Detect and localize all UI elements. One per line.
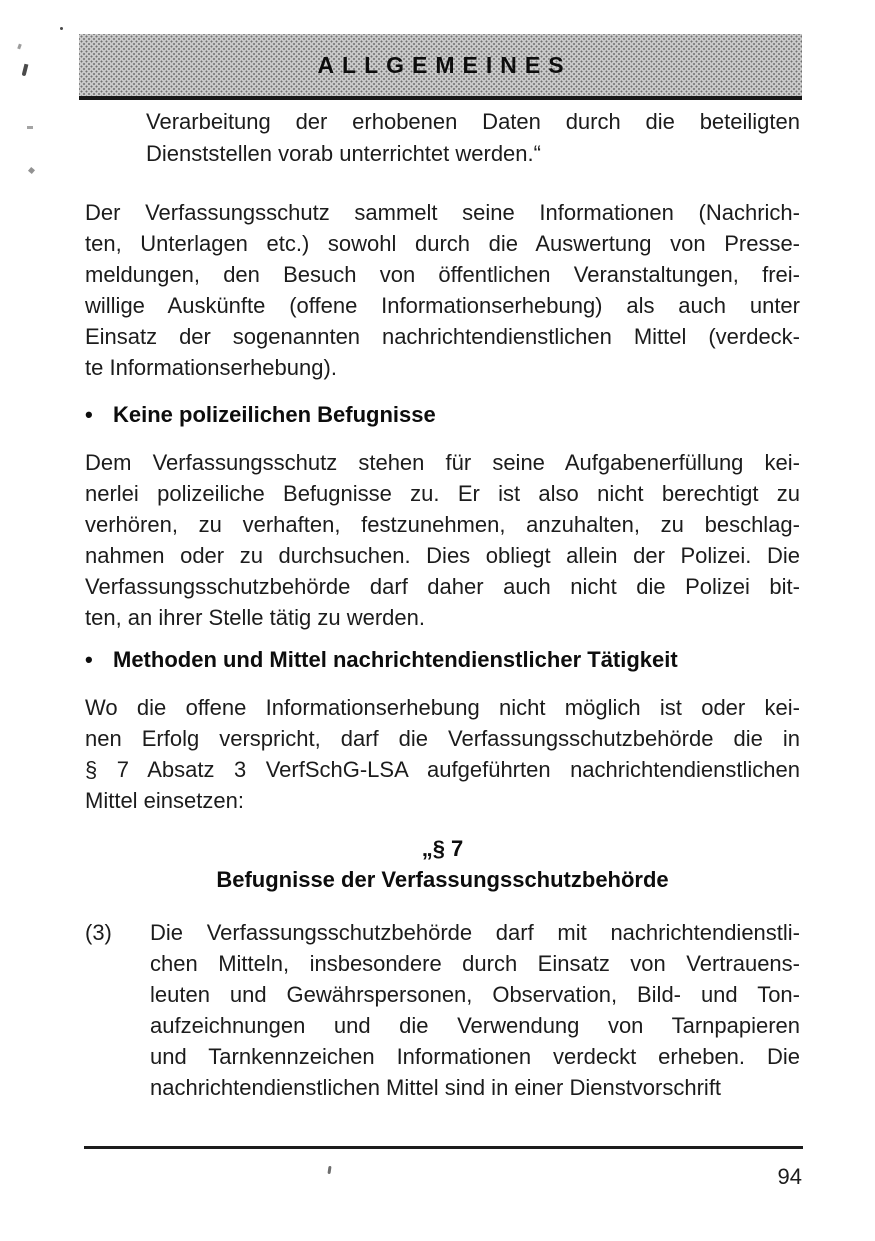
page-number: 94 — [777, 1164, 802, 1189]
text-line: § 7 Absatz 3 VerfSchG-LSA aufgeführten nachrichtendienstlichen — [85, 757, 800, 782]
scan-artifact — [17, 44, 22, 50]
text-line: Der Verfassungsschutz sammelt seine Informationen (Nachrich- — [85, 200, 800, 225]
text-line: chen Mitteln, insbesondere durch Einsatz von Vertrauens- — [150, 951, 800, 976]
text-line: ten, Unterlagen etc.) sowohl durch die Auswertung von Presse- — [85, 231, 800, 256]
text-line: Einsatz der sogenannten nachrichtendienstlichen Mittel (verdeck- — [85, 324, 800, 349]
section-header-band — [79, 34, 802, 100]
scan-artifact — [327, 1166, 331, 1174]
footer-rule — [84, 1146, 803, 1149]
text-line: und Tarnkennzeichen Informationen verdeckt erheben. Die — [150, 1044, 800, 1069]
text-line: nen Erfolg verspricht, darf die Verfassungsschutzbehörde die in — [85, 726, 800, 751]
law-section-number: „§ 7 — [421, 836, 464, 861]
text-line: Mittel einsetzen: — [85, 788, 244, 813]
text-line: nerlei polizeiliche Befugnisse zu. Er ist also nicht berechtigt zu — [85, 481, 800, 506]
text-line: ten, an ihrer Stelle tätig zu werden. — [85, 605, 425, 630]
section-title: ALLGEMEINES — [317, 51, 572, 78]
text-line: aufzeichnungen und die Verwendung von Tarnpapieren — [150, 1013, 800, 1038]
quote-paragraph — [146, 106, 800, 170]
text-line: verhören, zu verhaften, festzunehmen, anzuhalten, zu beschlag- — [85, 512, 800, 537]
text-line: Wo die offene Informationserhebung nicht möglich ist oder kei- — [85, 695, 800, 720]
scan-artifact — [60, 27, 63, 30]
text-line: nahmen oder zu durchsuchen. Dies obliegt allein der Polizei. Die — [85, 543, 800, 568]
bullet-icon: • — [85, 647, 93, 672]
text-line: Dienststellen vorab unterrichtet werden.“ — [146, 141, 541, 166]
text-line: Die Verfassungsschutzbehörde darf mit nachrichtendienstli- — [150, 920, 800, 945]
text-line: te Informationserhebung). — [85, 355, 337, 380]
text-line: meldungen, den Besuch von öffentlichen Veranstaltungen, frei- — [85, 262, 800, 287]
text-line: leuten und Gewährspersonen, Observation, Bild- und Ton- — [150, 982, 800, 1007]
paragraph-informationsammlung — [85, 197, 800, 383]
paragraph-befugnisse — [85, 447, 800, 633]
text-line: Dem Verfassungsschutz stehen für seine Aufgabenerfüllung kei- — [85, 450, 800, 475]
heading-label: Keine polizeilichen Befugnisse — [113, 402, 436, 427]
paragraph-methoden — [85, 692, 800, 816]
bullet-icon: • — [85, 402, 93, 427]
law-section-heading — [85, 833, 800, 895]
heading-methoden-und-mittel — [85, 647, 800, 673]
text-line: willige Auskünfte (offene Informationserhebung) als auch unter — [85, 293, 800, 318]
law-section-title: Befugnisse der Verfassungsschutzbehörde — [216, 867, 669, 892]
scan-artifact — [28, 167, 35, 174]
scan-artifact — [22, 64, 29, 77]
heading-label: Methoden und Mittel nachrichtendienstlicher Tätigkeit — [113, 647, 678, 672]
paragraph-number: (3) — [85, 920, 112, 945]
text-line: Verfassungsschutzbehörde darf daher auch nicht die Polizei bit- — [85, 574, 800, 599]
scan-artifact — [27, 126, 33, 129]
text-line: nachrichtendienstlichen Mittel sind in einer Dienstvorschrift — [150, 1075, 722, 1100]
heading-keine-polizeilichen-befugnisse — [85, 402, 800, 428]
paragraph-text — [150, 917, 800, 1103]
legal-paragraph-3 — [85, 917, 800, 1103]
text-line: Verarbeitung der erhobenen Daten durch die beteiligten — [146, 109, 800, 134]
